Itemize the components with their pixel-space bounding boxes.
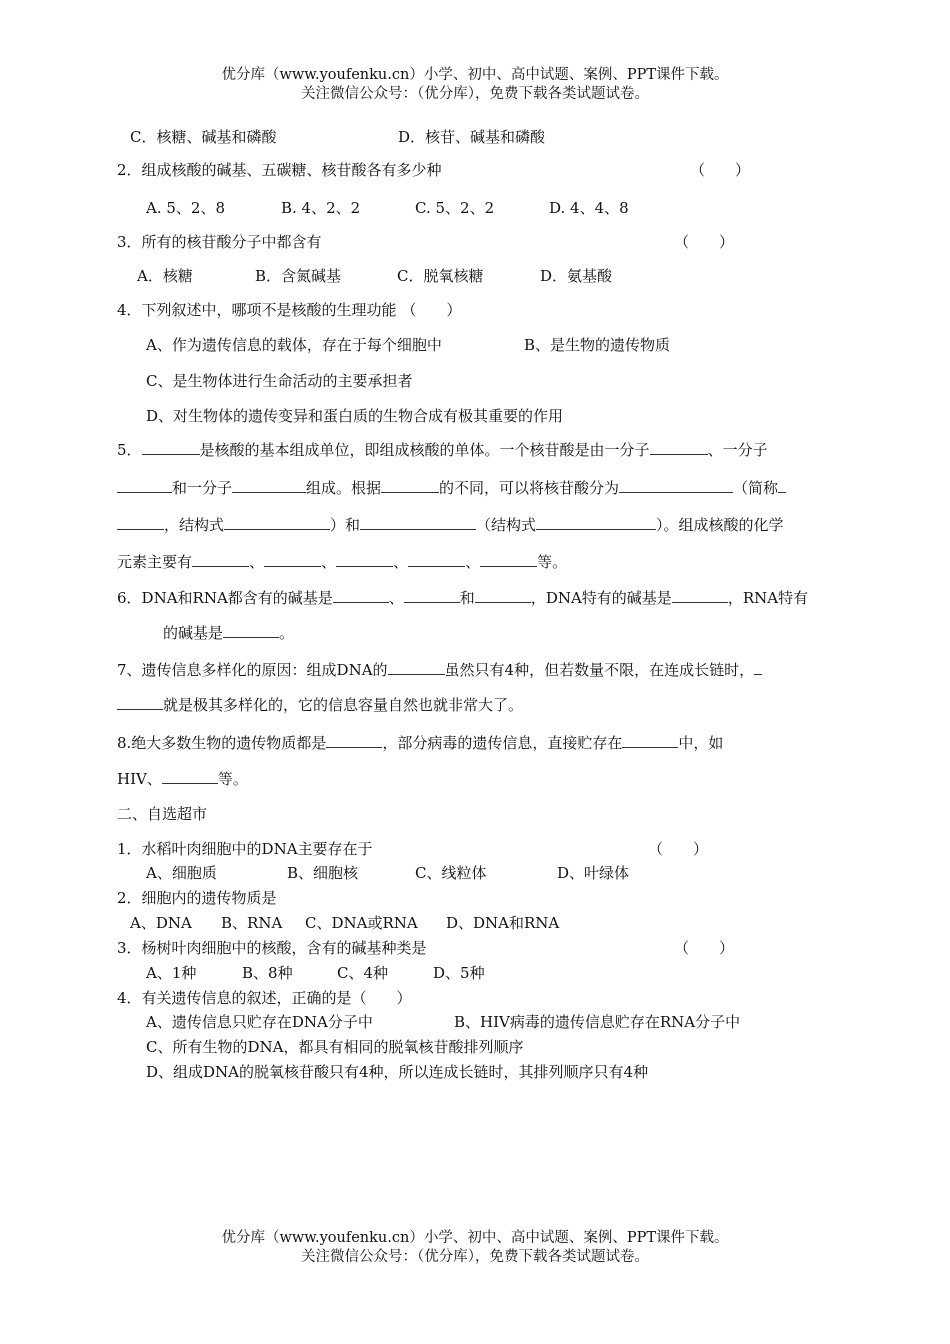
q5-text-12: 等。	[537, 553, 568, 571]
page-footer	[0, 1229, 950, 1267]
q4-option-b: B、是生物的遗传物质	[524, 336, 671, 354]
q2-stem: 2．组成核酸的碱基、五碳糖、核苷酸各有多少种	[117, 161, 442, 179]
q4-option-c: C、是生物体进行生命活动的主要承担者	[146, 372, 413, 390]
q6-line-1	[117, 587, 808, 609]
q3-option-c: C．脱氧核糖	[397, 267, 484, 285]
q5-sep: 、	[321, 553, 337, 571]
q7-text-2: 虽然只有4种，但若数量不限，在连成长链时，	[444, 661, 755, 679]
p2-q4-option-c: C、所有生物的DNA，都具有相同的脱氧核苷酸排列顺序	[146, 1038, 524, 1056]
p2-q1-stem: 1．水稻叶肉细胞中的DNA主要存在于	[117, 840, 373, 858]
q2-option-d: D. 4、4、8	[549, 199, 629, 217]
q8-line-1	[117, 732, 723, 754]
q5-text-9: （结构式	[476, 516, 537, 534]
q6-text-1: 6．DNA和RNA都含有的碱基是	[117, 589, 333, 607]
q8-text-5: 等。	[217, 770, 248, 788]
q5-blank-8[interactable]	[224, 515, 330, 530]
q7-blank-2a[interactable]	[754, 660, 762, 675]
q5-blank-2[interactable]	[650, 440, 708, 455]
q8-text-1: 8.绝大多数生物的遗传物质都是	[117, 734, 327, 752]
p2-q2-stem: 2．细胞内的遗传物质是	[117, 889, 277, 907]
q5-line-4	[117, 551, 567, 573]
q5-text-11: 元素主要有	[117, 553, 193, 571]
q8-text-2: ，部分病毒的遗传信息，直接贮存在	[382, 734, 623, 752]
p2-q2-option-d: D、DNA和RNA	[446, 914, 560, 932]
q5-text-10: ）。组成核酸的化学	[656, 516, 784, 534]
q6-and: 和	[459, 589, 475, 607]
footer-line-1: 优分库（www.youfenku.cn）小学、初中、高中试题、案例、PPT课件下载。	[221, 1230, 729, 1246]
p2-q3-option-b: B、8种	[242, 964, 293, 982]
p2-q2-option-a: A、DNA	[130, 914, 192, 932]
q5-blank-7b[interactable]	[117, 515, 164, 530]
q5-line-3	[117, 514, 784, 536]
q5-blank-4[interactable]	[232, 478, 306, 493]
q5-blank-1[interactable]	[142, 440, 200, 455]
q6-blank-1[interactable]	[333, 588, 389, 603]
q2-options	[146, 197, 629, 219]
p2-q4-stem: 4．有关遗传信息的叙述，正确的是（ ）	[117, 989, 412, 1007]
q5-text-8: ）和	[330, 516, 361, 534]
q7-line-2	[117, 694, 523, 716]
p2-q1-option-b: B、细胞核	[287, 864, 359, 882]
p2-q3-options	[146, 962, 485, 984]
q5-blank-14[interactable]	[408, 552, 465, 567]
p2-q1-answer-paren: （ ）	[648, 840, 709, 858]
p2-q3-option-c: C、4种	[337, 964, 389, 982]
q4-option-d: D、对生物体的遗传变异和蛋白质的生物合成有极其重要的作用	[146, 407, 564, 425]
q5-blank-7a[interactable]	[778, 478, 786, 493]
q5-blank-6[interactable]	[619, 478, 733, 493]
q3-options	[137, 265, 612, 287]
q8-blank-1[interactable]	[326, 733, 382, 748]
q6-text-3: ，RNA特有	[727, 589, 809, 607]
q3-option-b: B．含氮碱基	[255, 267, 342, 285]
q5-text-5: 的不同，可以将核苷酸分为	[439, 479, 620, 497]
q6-blank-5[interactable]	[223, 623, 279, 638]
q6-blank-2[interactable]	[404, 588, 460, 603]
q2-option-b: B. 4、2、2	[281, 199, 361, 217]
q8-blank-2[interactable]	[622, 733, 678, 748]
q8-line-2	[117, 768, 248, 790]
q5-blank-9[interactable]	[360, 515, 476, 530]
q5-blank-15[interactable]	[480, 552, 537, 567]
q5-blank-11[interactable]	[192, 552, 249, 567]
page-header	[0, 66, 950, 104]
q5-text-3: 和一分子	[172, 479, 233, 497]
q5-blank-13[interactable]	[336, 552, 393, 567]
q7-line-1	[117, 659, 762, 681]
q5-number: 5．	[117, 441, 142, 459]
q5-sep: 、	[465, 553, 481, 571]
q5-blank-10[interactable]	[536, 515, 656, 530]
q5-text-6: （简称	[733, 479, 779, 497]
q5-line-2	[117, 477, 786, 499]
p2-q3-option-a: A、1种	[146, 964, 197, 982]
q7-blank-1[interactable]	[388, 660, 445, 675]
q5-sep: 、	[249, 553, 265, 571]
q6-line-2	[163, 622, 294, 644]
q5-blank-3[interactable]	[117, 478, 172, 493]
q3-option-d: D．氨基酸	[540, 267, 613, 285]
q5-blank-5[interactable]	[381, 478, 439, 493]
q5-blank-12[interactable]	[264, 552, 321, 567]
q7-text-3: 就是极其多样化的，它的信息容量自然也就非常大了。	[163, 696, 524, 714]
p2-q2-options	[130, 912, 559, 934]
q7-text-1: 7、遗传信息多样化的原因：组成DNA的	[117, 661, 388, 679]
q2-answer-paren: （ ）	[690, 161, 751, 179]
p2-q1-option-d: D、叶绿体	[557, 864, 630, 882]
q7-blank-2b[interactable]	[117, 695, 163, 710]
q3-option-a: A．核糖	[137, 267, 193, 285]
q2-option-a: A. 5、2、8	[146, 199, 225, 217]
q5-sep: 、	[393, 553, 409, 571]
q4-option-a: A、作为遗传信息的载体，存在于每个细胞中	[146, 336, 442, 354]
header-line-2: 关注微信公众号：（优分库），免费下载各类试题试卷。	[301, 86, 649, 102]
footer-line-2: 关注微信公众号：（优分库），免费下载各类试题试卷。	[301, 1249, 649, 1265]
q6-sep: 、	[388, 589, 404, 607]
p2-q2-option-b: B、RNA	[221, 914, 283, 932]
p2-q3-answer-paren: （ ）	[674, 939, 735, 957]
q1-option-c: C．核糖、碱基和磷酸	[130, 128, 277, 146]
q6-text-5: 。	[279, 624, 295, 642]
q8-text-4: HIV、	[117, 770, 162, 788]
p2-q1-options	[146, 862, 629, 884]
p2-q2-option-c: C、DNA或RNA	[305, 914, 418, 932]
q5-line-1	[117, 439, 768, 461]
p2-q1-option-a: A、细胞质	[146, 864, 217, 882]
q3-answer-paren: （ ）	[674, 233, 735, 251]
q1-option-d: D．核苷、碱基和磷酸	[398, 128, 546, 146]
p2-q4-option-b: B、HIV病毒的遗传信息贮存在RNA分子中	[454, 1013, 741, 1031]
q2-option-c: C. 5、2、2	[415, 199, 495, 217]
p2-q4-option-d: D、组成DNA的脱氧核苷酸只有4种，所以连成长链时，其排列顺序只有4种	[146, 1063, 649, 1081]
q6-blank-3[interactable]	[475, 588, 531, 603]
q5-text-1: 是核酸的基本组成单位，即组成核酸的单体。一个核苷酸是由一分子	[199, 441, 650, 459]
p2-q3-stem: 3．杨树叶肉细胞中的核酸，含有的碱基种类是	[117, 939, 427, 957]
q8-text-3: 中，如	[678, 734, 724, 752]
q4-stem: 4．下列叙述中，哪项不是核酸的生理功能 （ ）	[117, 301, 462, 319]
q5-text-4: 组成。根据	[306, 479, 382, 497]
p2-q4-option-a: A、遗传信息只贮存在DNA分子中	[146, 1013, 373, 1031]
q6-text-2: ，DNA特有的碱基是	[530, 589, 672, 607]
q8-blank-3[interactable]	[162, 769, 218, 784]
q5-text-2: 、一分子	[707, 441, 768, 459]
q6-blank-4[interactable]	[672, 588, 728, 603]
section-2-title: 二、自选超市	[117, 805, 208, 823]
q3-stem: 3．所有的核苷酸分子中都含有	[117, 233, 322, 251]
header-line-1: 优分库（www.youfenku.cn）小学、初中、高中试题、案例、PPT课件下载。	[221, 67, 729, 83]
q5-text-7: ，结构式	[164, 516, 225, 534]
p2-q1-option-c: C、线粒体	[415, 864, 487, 882]
p2-q3-option-d: D、5种	[433, 964, 485, 982]
q6-text-4: 的碱基是	[163, 624, 224, 642]
